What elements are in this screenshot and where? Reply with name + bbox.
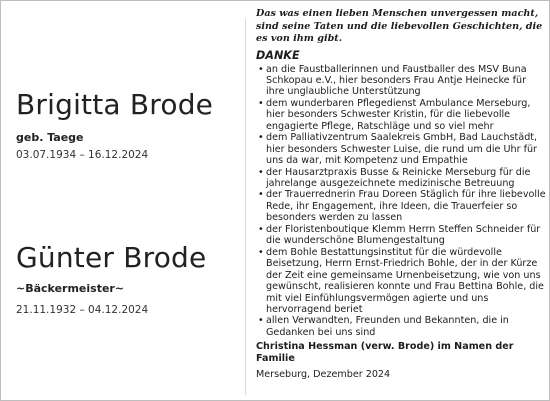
person-block-brigitta bbox=[16, 88, 213, 161]
list-item: • allen Verwandten, Freunden und Bekannten, die in Gedanken bei uns sind bbox=[256, 315, 546, 338]
list-item: • an die Faustballerinnen und Faustballer des MSV Buna Schkopau e.V., hier besonders Frau Antje Heinecke für ihre unglaubliche Unterstützung bbox=[256, 64, 546, 98]
thanks-heading: DANKE bbox=[256, 48, 300, 62]
list-item: • der Hausarztpraxis Busse & Reinicke Merseburg für die jahrelange ausgezeichnete medizinische Betreuung bbox=[256, 167, 546, 190]
signature: Christina Hessman (verw. Brode) im Namen der Familie bbox=[256, 341, 514, 365]
place-date: Merseburg, Dezember 2024 bbox=[256, 369, 391, 381]
person-block-guenter bbox=[16, 241, 206, 316]
person-life-dates: 21.11.1932 – 04.12.2024 bbox=[16, 304, 149, 316]
person-name: Brigitta Brode bbox=[16, 88, 214, 121]
list-item: • der Trauerrednerin Frau Doreen Stäglich für ihre liebevolle Rede, ihr Engagement, ihre Ideen, die Trauerfeier so besonders werden zu lassen bbox=[256, 189, 546, 223]
list-item: • dem Palliativzentrum Saalekreis GmbH, Bad Lauchstädt, hier besonders Schwester Luise, die rund um die Uhr für uns da war, mit Kompetenz und Empathie bbox=[256, 132, 546, 166]
list-item: • der Floristenboutique Klemm Herrn Steffen Schneider für die wunderschöne Blumengestaltung bbox=[256, 224, 546, 247]
list-item: • dem wunderbaren Pflegedienst Ambulance Merseburg, hier besonders Schwester Kristin, für die liebevolle engagierte Pflege, Ratschläge und so viel mehr bbox=[256, 98, 546, 132]
person-occupation: ~Bäckermeister~ bbox=[16, 282, 125, 295]
column-divider bbox=[245, 19, 246, 395]
person-maiden-name: geb. Taege bbox=[16, 131, 84, 144]
thanks-column bbox=[256, 8, 546, 381]
person-life-dates: 03.07.1934 – 16.12.2024 bbox=[16, 149, 149, 161]
thanks-list bbox=[256, 64, 546, 339]
list-item: • dem Bohle Bestattungsinstitut für die würdevolle Beisetzung, Herrn Ernst-Friedrich Bohle, der in der Kürze der Zeit eine gemeinsame Urnenbeisetzung, wie von uns gewünscht, realisieren konnte und Frau Bettina Bohle, die mit viel Einfühlungsvermögen agierte und uns hervorragend beriet bbox=[256, 247, 546, 316]
intro-quote: Das was einen lieben Menschen unvergessen macht, sind seine Taten und die liebevollen Geschichten, die es von ihm gibt. bbox=[256, 8, 543, 44]
person-name: Günter Brode bbox=[16, 241, 207, 274]
